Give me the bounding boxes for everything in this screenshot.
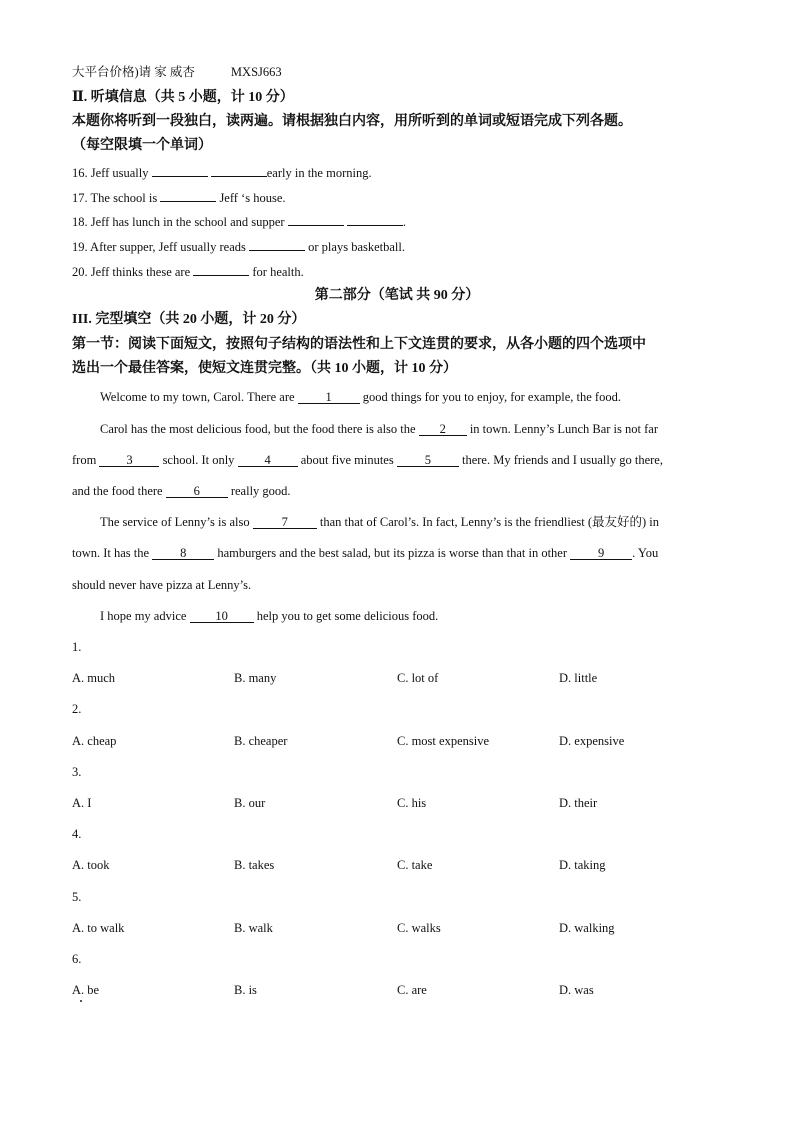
question-number: 1. [72,640,82,654]
passage-line-8: I hope my advice 10 help you to get some delicious food. [100,609,439,623]
cloze-blank-4[interactable]: 4 [238,454,298,467]
option-a[interactable]: A. I [72,796,92,810]
option-b[interactable]: B. our [234,796,266,810]
question-19: 19. After supper, Jeff usually reads or plays basketball. [72,240,405,254]
option-c[interactable]: C. lot of [397,671,439,685]
cloze-blank-6[interactable]: 6 [166,485,228,498]
options-row-3 [72,796,722,812]
option-c[interactable]: C. are [397,983,427,997]
option-b[interactable]: B. cheaper [234,734,288,748]
cloze-blank-5[interactable]: 5 [397,454,459,467]
answer-blank[interactable] [288,213,344,226]
option-d[interactable]: D. taking [559,858,606,872]
option-b[interactable]: B. many [234,671,277,685]
option-c[interactable]: C. most expensive [397,734,490,748]
options-row-2 [72,734,722,750]
section-2-instruction: 本题你将听到一段独白，读两遍。请根据独白内容，用所听到的单词或短语完成下列各题。 [72,114,632,129]
question-number: 4. [72,827,82,841]
question-20: 20. Jeff thinks these are for health. [72,265,304,279]
passage-line-7: should never have pizza at Lenny’s. [72,578,252,592]
answer-blank[interactable] [347,213,403,226]
passage-line-2: Carol has the most delicious food, but the food there is also the 2 in town. Lenny’s Lunch Bar is not far [100,422,658,436]
option-d[interactable]: D. expensive [559,734,625,748]
passage-line-1: Welcome to my town, Carol. There are 1 good things for you to enjoy, for example, the food. [100,390,621,404]
option-d[interactable]: D. walking [559,921,615,935]
options-row-5 [72,921,722,937]
header-code: MXSJ663 [230,65,282,79]
passage-line-3: from 3 school. It only 4 about five minutes 5 there. My friends and I usually go there, [72,453,663,467]
cloze-blank-3[interactable]: 3 [99,454,159,467]
answer-blank[interactable] [152,164,208,177]
option-c[interactable]: C. walks [397,921,441,935]
header-note [72,64,282,80]
section-3-instruction-cont: 选出一个最佳答案，使短文连贯完整。（共 10 小题，计 10 分） [72,361,457,376]
answer-blank[interactable] [193,263,249,276]
question-number: 3. [72,765,82,779]
section-2-title: Ⅱ. 听填信息（共 5 小题，计 10 分） [72,90,294,105]
option-a[interactable]: A. took [72,858,110,872]
option-a[interactable]: A. be [72,983,100,997]
option-c[interactable]: C. his [397,796,427,810]
cloze-blank-10[interactable]: 10 [190,610,254,623]
question-16: 16. Jeff usually early in the morning. [72,166,372,180]
option-a[interactable]: A. much [72,671,116,685]
cloze-blank-8[interactable]: 8 [152,547,214,560]
header-note-text: 大平台价格)请 家 威杏 [72,65,195,79]
part-2-title: 第二部分（笔试 共 90 分） [314,288,480,303]
section-3-instruction: 第一节：阅读下面短文，按照句子结构的语法性和上下文连贯的要求，从各小题的四个选项中 [72,337,646,352]
option-a[interactable]: A. cheap [72,734,117,748]
cloze-blank-7[interactable]: 7 [253,516,317,529]
options-row-1 [72,671,722,687]
answer-blank[interactable] [160,189,216,202]
answer-blank[interactable] [249,238,305,251]
options-row-6 [72,983,722,999]
section-2-instruction-note: （每空限填一个单词） [72,138,212,153]
option-b[interactable]: B. is [234,983,257,997]
question-number: 5. [72,890,82,904]
option-c[interactable]: C. take [397,858,433,872]
passage-line-5: The service of Lenny’s is also 7 than that of Carol’s. In fact, Lenny’s is the friendliest (最友好的) in [100,515,660,529]
cloze-blank-1[interactable]: 1 [298,391,360,404]
option-a[interactable]: A. to walk [72,921,125,935]
question-17: 17. The school is Jeff ‘s house. [72,191,286,205]
option-d[interactable]: D. was [559,983,594,997]
option-b[interactable]: B. takes [234,858,275,872]
cloze-blank-9[interactable]: 9 [570,547,632,560]
section-3-title: III. 完型填空（共 20 小题，计 20 分） [72,312,306,327]
cloze-blank-2[interactable]: 2 [419,423,467,436]
passage-line-4: and the food there 6 really good. [72,484,291,498]
question-number: 6. [72,952,82,966]
answer-blank[interactable] [211,164,267,177]
stray-mark [80,1000,82,1002]
question-number: 2. [72,702,82,716]
option-d[interactable]: D. their [559,796,598,810]
option-d[interactable]: D. little [559,671,598,685]
passage-line-6: town. It has the 8 hamburgers and the best salad, but its pizza is worse than that in other 9 . You [72,546,659,560]
question-18: 18. Jeff has lunch in the school and supper . [72,215,406,229]
option-b[interactable]: B. walk [234,921,273,935]
options-row-4 [72,858,722,874]
